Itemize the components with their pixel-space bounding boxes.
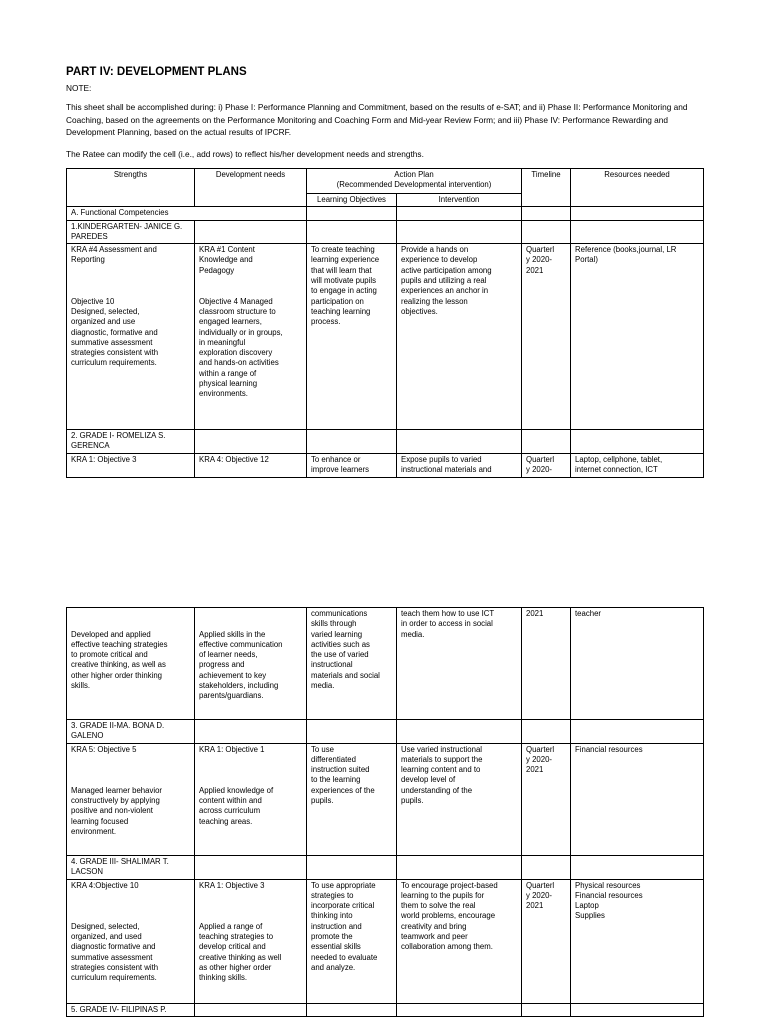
strength-cell: KRA 5: Objective 5 Managed learner behavior constructively by applying positive and non-violent learning focused environment. [67, 743, 195, 855]
header-resources: Resources needed [571, 169, 704, 207]
ratee-note-paragraph: The Ratee can modify the cell (i.e., add rows) to reflect his/her development needs and strengths. [66, 149, 424, 159]
resources-cell: teacher [571, 608, 704, 720]
learning-objective-cell: communications skills through varied learning activities such as the use of varied instructional materials and social media. [307, 608, 397, 720]
section-heading: A. Functional Competencies [67, 207, 307, 220]
table-row [67, 453, 704, 477]
page-title: PART IV: DEVELOPMENT PLANS [66, 66, 247, 78]
header-row [67, 169, 704, 194]
strength-cell: KRA 4:Objective 10 Designed, selected, organized, and used diagnostic formative and summative assessment strategies consistent with curriculum requirements. [67, 879, 195, 1003]
table-row [67, 720, 704, 744]
table-row [67, 430, 704, 454]
strength-cell: KRA 1: Objective 3 [67, 453, 195, 477]
development-plan-table-page2 [66, 607, 704, 1017]
learning-objective-cell: To use appropriate strategies to incorporate critical thinking into instruction and promote the essential skills needed to evaluate and analyze. [307, 879, 397, 1003]
instruction-paragraph: This sheet shall be accomplished during: i) Phase I: Performance Planning and Commitment, based on the results of e-SAT; and ii) Phase II: Performance Monitoring and Coaching, based on the agreements on the Performance Monitoring and Coaching Form and Mid-year Review Form; and iii) Phase IV: Performance Rewarding and Development Planning, based on the actual results of IPCRF. [66, 102, 688, 137]
header-learning-objectives: Learning Objectives [307, 194, 397, 207]
resources-cell: Reference (books,journal, LR Portal) [571, 244, 704, 430]
development-need-cell: KRA 4: Objective 12 [195, 453, 307, 477]
table-row [67, 207, 704, 220]
timeline-cell: Quarterl y 2020- [522, 453, 571, 477]
teacher-name: 1.KINDERGARTEN- JANICE G. PAREDES [67, 220, 195, 244]
table-row [67, 743, 704, 855]
intervention-cell: Provide a hands on experience to develop active participation among pupils and utilizing a real experiences an anchor in realizing the lesson objectives. [397, 244, 522, 430]
learning-objective-cell: To use differentiated instruction suited to the learning experiences of the pupils. [307, 743, 397, 855]
timeline-cell: Quarterl y 2020- 2021 [522, 244, 571, 430]
resources-cell: Physical resources Financial resources Laptop Supplies [571, 879, 704, 1003]
teacher-name: 4. GRADE III- SHALIMAR T. LACSON [67, 855, 195, 879]
development-need-cell: Applied skills in the effective communication of learner needs, progress and achievement to key stakeholders, including parents/guardians. [195, 608, 307, 720]
timeline-cell: Quarterl y 2020- 2021 [522, 743, 571, 855]
header-development-needs: Development needs [195, 169, 307, 207]
header-timeline: Timeline [522, 169, 571, 207]
header-strengths: Strengths [67, 169, 195, 207]
header-intervention: Intervention [397, 194, 522, 207]
table-row [67, 855, 704, 879]
development-need-cell: KRA 1: Objective 3 Applied a range of teaching strategies to develop critical and creative thinking as well as other higher order thinking skills. [195, 879, 307, 1003]
table-row [67, 608, 704, 720]
table-row [67, 220, 704, 244]
resources-cell: Laptop, cellphone, tablet, internet connection, ICT [571, 453, 704, 477]
learning-objective-cell: To enhance or improve learners [307, 453, 397, 477]
learning-objective-cell: To create teaching learning experience that will learn that will motivate pupils to engage in acting participation on teaching learning process. [307, 244, 397, 430]
teacher-name: 2. GRADE I- ROMELIZA S. GERENCA [67, 430, 195, 454]
table-row [67, 879, 704, 1003]
timeline-cell: Quarterl y 2020- 2021 [522, 879, 571, 1003]
table-row [67, 244, 704, 430]
timeline-cell: 2021 [522, 608, 571, 720]
strength-cell: Developed and applied effective teaching strategies to promote critical and creative thinking, as well as other higher order thinking skills. [67, 608, 195, 720]
intervention-cell: teach them how to use ICT in order to access in social media. [397, 608, 522, 720]
teacher-name: 5. GRADE IV- FILIPINAS P. [67, 1003, 195, 1016]
header-action-plan: Action Plan (Recommended Developmental intervention) [307, 169, 522, 194]
development-need-cell: KRA #1 Content Knowledge and Pedagogy Objective 4 Managed classroom structure to engaged learners, individually or in groups, in meaningful exploration discovery and hands-on activities within a range of physical learning environments. [195, 244, 307, 430]
resources-cell: Financial resources [571, 743, 704, 855]
teacher-name: 3. GRADE II-MA. BONA D. GALENO [67, 720, 195, 744]
intervention-cell: Expose pupils to varied instructional materials and [397, 453, 522, 477]
table-row [67, 1003, 704, 1016]
strength-cell: KRA #4 Assessment and Reporting Objective 10 Designed, selected, organized and use diagnostic, formative and summative assessment strategies consistent with curriculum requirements. [67, 244, 195, 430]
development-plan-table-page1 [66, 168, 704, 478]
note-label: NOTE: [66, 83, 92, 93]
development-need-cell: KRA 1: Objective 1 Applied knowledge of content within and across curriculum teaching areas. [195, 743, 307, 855]
intervention-cell: To encourage project-based learning to the pupils for them to solve the real world problems, encourage creativity and bring teamwork and peer collaboration among them. [397, 879, 522, 1003]
intervention-cell: Use varied instructional materials to support the learning content and to develop level of understanding of the pupils. [397, 743, 522, 855]
